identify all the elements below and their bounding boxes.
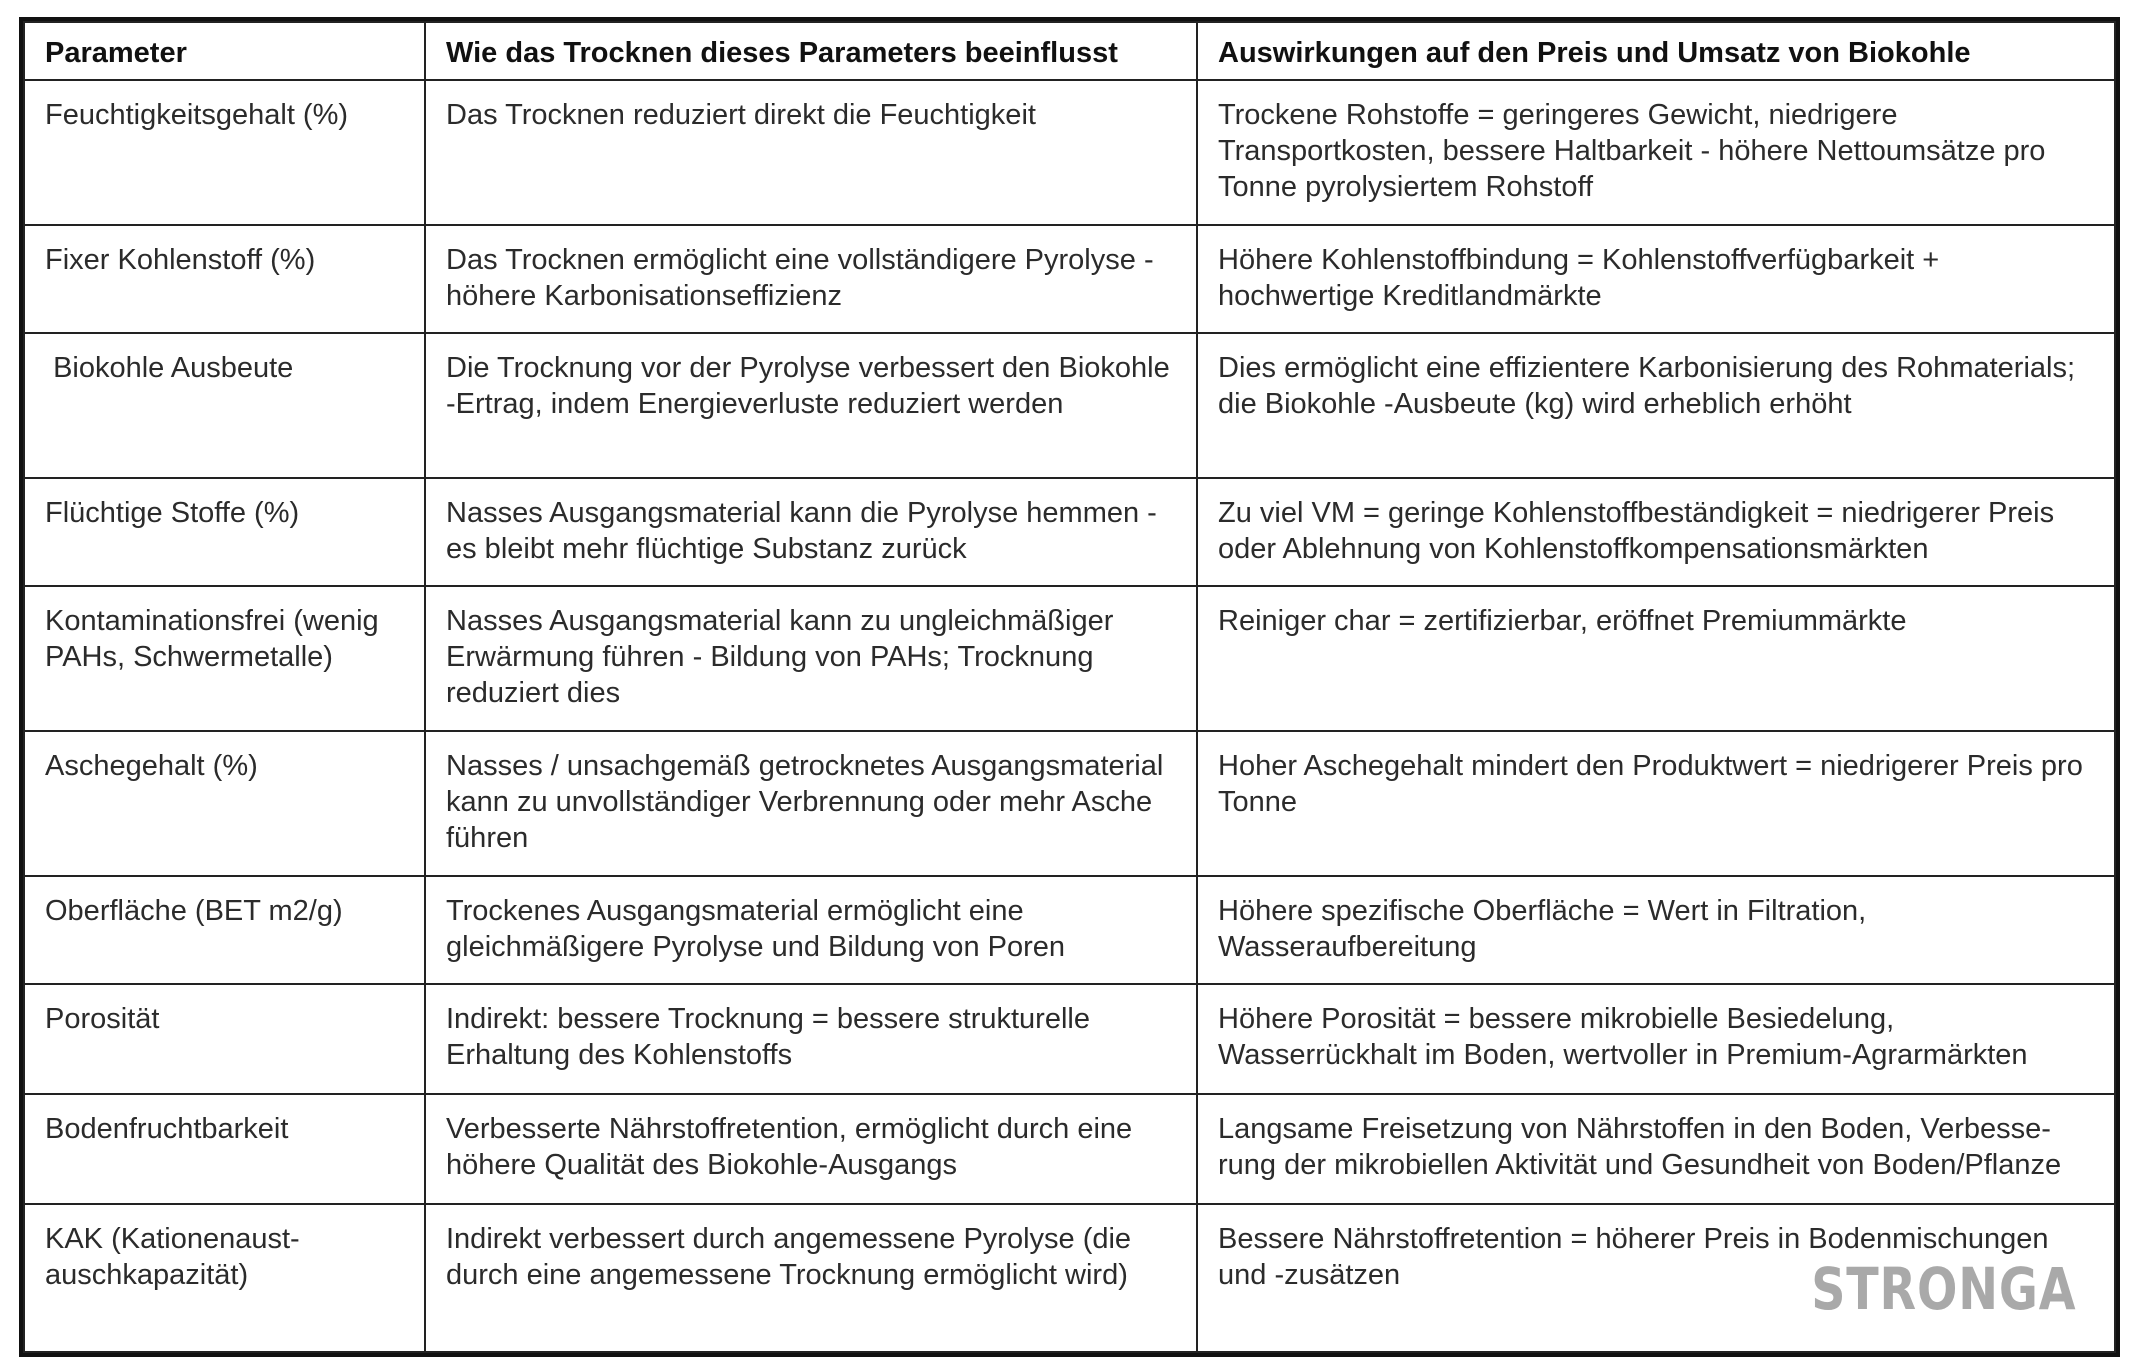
cell-parameter: KAK (Kationenaustauschkapazität) xyxy=(24,1204,425,1352)
cell-parameter: Porosität xyxy=(24,984,425,1094)
cell-impact: Höhere Porosität = bessere mikrobielle Besiedelung, Wasserrückhalt im Boden, wertvoller in Premium-Agrarmärkten xyxy=(1197,984,2115,1094)
cell-effect: Nasses / unsachgemäß getrocknetes Ausgangsmaterial kann zu unvollständiger Verbrennung oder mehr Asche führen xyxy=(425,731,1197,876)
cell-impact: Langsame Freisetzung von Nährstoffen in den Boden, Verbesserung der mikrobiellen Aktivität und Gesundheit von Boden/Pflanze xyxy=(1197,1094,2115,1204)
table-row xyxy=(24,876,2115,984)
cell-effect: Trockenes Ausgangsmaterial ermöglicht eine gleichmäßigere Pyrolyse und Bildung von Poren xyxy=(425,876,1197,984)
table-row xyxy=(24,333,2115,478)
cell-parameter: Aschegehalt (%) xyxy=(24,731,425,876)
cell-effect: Nasses Ausgangsmaterial kann die Pyrolyse hemmen - es bleibt mehr flüchtige Substanz zurück xyxy=(425,478,1197,586)
table-row xyxy=(24,478,2115,586)
cell-parameter: Feuchtigkeitsgehalt (%) xyxy=(24,80,425,225)
cell-parameter: Fixer Kohlenstoff (%) xyxy=(24,225,425,333)
cell-impact: Bessere Nährstoffretention = höherer Preis in Bodenmischungen und -zusätzen xyxy=(1197,1204,2115,1352)
cell-effect: Verbesserte Nährstoffretention, ermöglicht durch eine höhere Qualität des Biokohle-Ausgangs xyxy=(425,1094,1197,1204)
cell-effect: Indirekt verbessert durch angemessene Pyrolyse (die durch eine angemessene Trocknung ermöglicht wird) xyxy=(425,1204,1197,1352)
biochar-drying-table xyxy=(23,21,2116,1353)
cell-effect: Das Trocknen ermöglicht eine vollständigere Pyrolyse - höhere Karbonisationseffizienz xyxy=(425,225,1197,333)
cell-effect: Das Trocknen reduziert direkt die Feuchtigkeit xyxy=(425,80,1197,225)
table-row xyxy=(24,731,2115,876)
cell-effect: Nasses Ausgangsmaterial kann zu ungleichmäßiger Erwärmung führen - Bildung von PAHs; Trocknung reduziert dies xyxy=(425,586,1197,731)
table-row xyxy=(24,80,2115,225)
cell-impact: Höhere Kohlenstoffbindung = Kohlenstoffverfügbarkeit + hochwertige Kreditlandmärkte xyxy=(1197,225,2115,333)
cell-impact: Zu viel VM = geringe Kohlenstoffbeständigkeit = niedrigerer Preis oder Ablehnung von Kohlenstoffkompensationsmärkten xyxy=(1197,478,2115,586)
header-parameter: Parameter xyxy=(24,22,425,80)
cell-impact: Hoher Aschegehalt mindert den Produktwert = niedrigerer Preis pro Tonne xyxy=(1197,731,2115,876)
cell-parameter: Flüchtige Stoffe (%) xyxy=(24,478,425,586)
header-drying-effect: Wie das Trocknen dieses Parameters beeinflusst xyxy=(425,22,1197,80)
cell-parameter: Biokohle Ausbeute xyxy=(24,333,425,478)
table-row xyxy=(24,984,2115,1094)
cell-effect: Die Trocknung vor der Pyrolyse verbessert den Biokohle -Ertrag, indem Energieverluste reduziert werden xyxy=(425,333,1197,478)
table-row xyxy=(24,225,2115,333)
cell-impact: Dies ermöglicht eine effizientere Karbonisierung des Rohmaterials; die Biokohle -Ausbeute (kg) wird erheblich erhöht xyxy=(1197,333,2115,478)
cell-parameter: Oberfläche (BET m2/g) xyxy=(24,876,425,984)
table-row xyxy=(24,586,2115,731)
table-row xyxy=(24,1204,2115,1352)
comparison-table-frame xyxy=(19,17,2120,1357)
cell-impact: Höhere spezifische Oberfläche = Wert in Filtration, Wasseraufbereitung xyxy=(1197,876,2115,984)
cell-parameter: Kontaminationsfrei (wenig PAHs, Schwermetalle) xyxy=(24,586,425,731)
cell-impact: Trockene Rohstoffe = geringeres Gewicht, niedrigere Transportkosten, bessere Haltbarkeit - höhere Nettoumsätze pro Tonne pyrolysiertem Rohstoff xyxy=(1197,80,2115,225)
stronga-watermark-logo: STRONGA xyxy=(1810,1255,2076,1323)
cell-impact: Reiniger char = zertifizierbar, eröffnet Premiummärkte xyxy=(1197,586,2115,731)
cell-parameter: Bodenfruchtbarkeit xyxy=(24,1094,425,1204)
table-row xyxy=(24,1094,2115,1204)
header-price-impact: Auswirkungen auf den Preis und Umsatz von Biokohle xyxy=(1197,22,2115,80)
cell-effect: Indirekt: bessere Trocknung = bessere strukturelle Erhaltung des Kohlenstoffs xyxy=(425,984,1197,1094)
table-header-row xyxy=(24,22,2115,80)
